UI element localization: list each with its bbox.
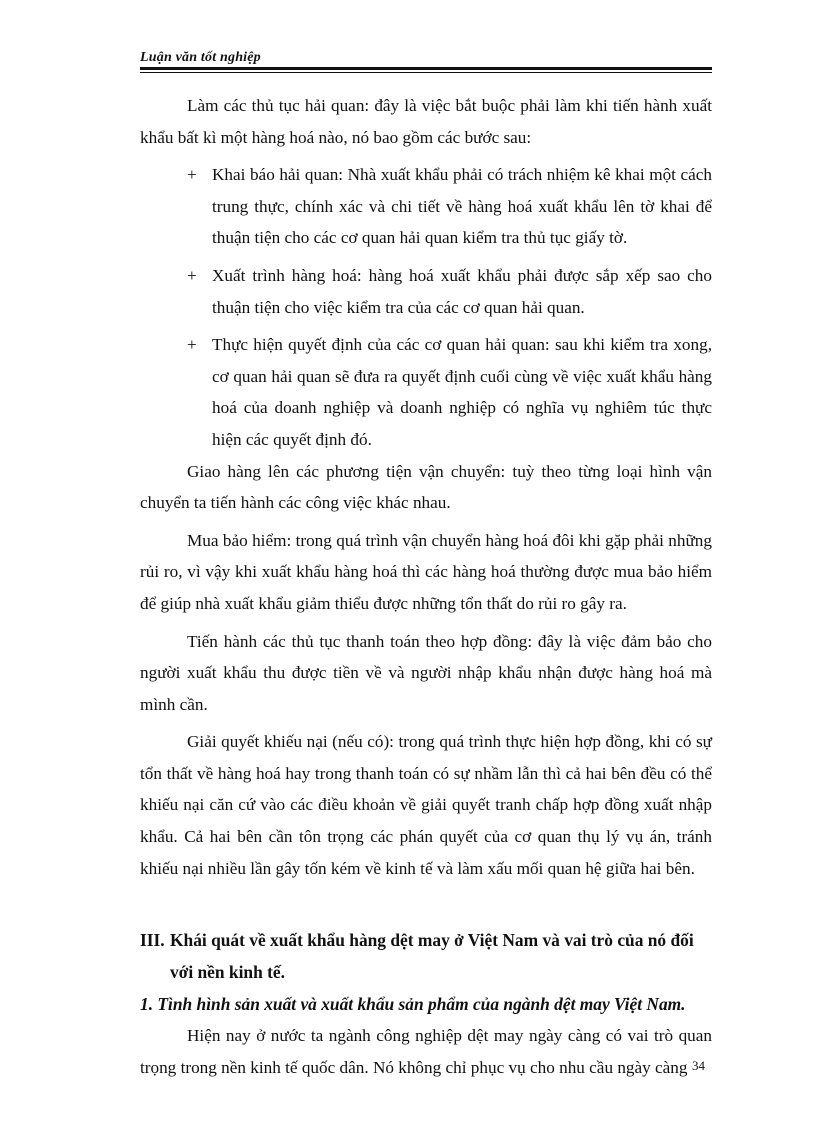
list-item-goods-presentation	[140, 260, 712, 323]
list-item-customs-declaration	[140, 159, 712, 254]
paragraph-customs-procedures: Làm các thủ tục hải quan: đây là việc bắt buộc phải làm khi tiến hành xuất khẩu bất kì một hàng hoá nào, nó bao gồm các bước sau:	[140, 96, 712, 147]
header-rule-thin	[140, 72, 712, 73]
paragraph-section-intro: Hiện nay ở nước ta ngành công nghiệp dệt may ngày càng có vai trò quan trọng trong nền kinh tế quốc dân. Nó không chỉ phục vụ cho nhu cầu ngày càng	[140, 1026, 712, 1077]
plus-bullet-icon: +	[187, 165, 197, 185]
plus-bullet-icon: +	[187, 335, 197, 355]
subsection-heading: 1. Tình hình sản xuất và xuất khẩu sản phẩm của ngành dệt may Việt Nam.	[140, 994, 686, 1015]
section-title	[170, 924, 712, 988]
list-item-text: Thực hiện quyết định của các cơ quan hải quan: sau khi kiểm tra xong, cơ quan hải quan sẽ đưa ra quyết định cuối cùng về việc xuất khẩu hàng hoá của doanh nghiệp và doanh nghiệp có nghĩa vụ nghiêm túc thực hiện các quyết định đó.	[212, 335, 712, 449]
list-item-text: Khai báo hải quan: Nhà xuất khẩu phải có trách nhiệm kê khai một cách trung thực, chính xác và chi tiết về hàng hoá xuất khẩu lên tờ khai để thuận tiện cho các cơ quan hải quan kiểm tra thủ tục giấy tờ.	[212, 165, 712, 248]
section-heading	[140, 924, 712, 988]
list-item-customs-decision	[140, 329, 712, 455]
section-number: III.	[140, 930, 165, 951]
paragraph-delivery: Giao hàng lên các phương tiện vận chuyển: tuỳ theo từng loại hình vận chuyển ta tiến hành các công việc khác nhau.	[140, 461, 712, 513]
document-header-title: Luận văn tốt nghiệp	[140, 50, 261, 65]
plus-bullet-icon: +	[187, 265, 197, 285]
paragraph-insurance: Mua bảo hiểm: trong quá trình vận chuyển hàng hoá đôi khi gặp phải những rủi ro, vì vậy khi xuất khẩu hàng hoá thì các hàng hoá thường được mua bảo hiểm để giúp nhà xuất khẩu giảm thiểu được những tổn thất do rủi ro gây ra.	[140, 530, 712, 613]
section-title-line2: với nền kinh tế.	[170, 962, 285, 983]
paragraph-payment: Tiến hành các thủ tục thanh toán theo hợp đồng: đây là việc đảm bảo cho người xuất khẩu thu được tiền về và người nhập khẩu nhận được hàng hoá mà mình cần.	[140, 631, 712, 714]
paragraph-complaints: Giải quyết khiếu nại (nếu có): trong quá trình thực hiện hợp đồng, khi có sự tổn thất về hàng hoá hay trong thanh toán có sự nhầm lẫn thì cả hai bên đều có thể khiếu nại căn cứ vào các điều khoản về giải quyết tranh chấp hợp đồng xuất nhập khẩu. Cả hai bên cần tôn trọng các phán quyết của cơ quan thụ lý vụ án, tránh khiếu nại nhiều lần gây tốn kém về kinh tế và làm xấu mối quan hệ giữa hai bên.	[140, 732, 712, 878]
header-rule-thick	[140, 67, 712, 70]
page-number: 34	[692, 1058, 705, 1073]
page-content	[140, 90, 712, 1083]
section-title-line1: Khái quát về xuất khẩu hàng dệt may ở Việt Nam và vai trò của nó đối	[170, 930, 694, 951]
list-item-text: Xuất trình hàng hoá: hàng hoá xuất khẩu phải được sắp xếp sao cho thuận tiện cho việc kiểm tra của các cơ quan hải quan.	[212, 265, 712, 317]
